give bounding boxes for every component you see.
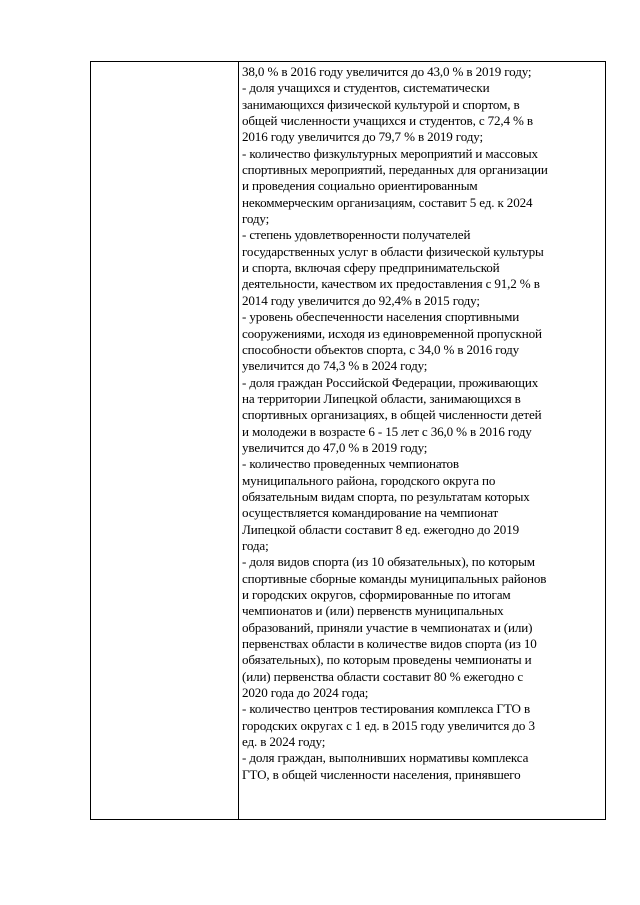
text-line: - доля граждан, выполнивших нормативы комплекса — [242, 750, 529, 766]
text-line: - количество проведенных чемпионатов — [242, 456, 459, 472]
document-table — [90, 61, 606, 820]
text-line: обязательных), по которым проведены чемпионаты и — [242, 652, 532, 668]
text-line: на территории Липецкой области, занимающихся в — [242, 390, 521, 406]
text-line: муниципального района, городского округа по — [242, 472, 496, 488]
text-line: занимающихся физической культурой и спортом, в — [242, 96, 520, 112]
text-line: года; — [242, 537, 269, 553]
text-line: спортивных организациях, в общей численности детей — [242, 407, 542, 423]
text-line: деятельности, качеством их предоставления с 91,2 % в — [242, 276, 540, 292]
text-line: Липецкой области составит 8 ед. ежегодно до 2019 — [242, 521, 519, 537]
text-line: 2020 года до 2024 года; — [242, 685, 369, 701]
text-line: спортивных мероприятий, переданных для организации — [242, 162, 548, 178]
text-line: году; — [242, 211, 270, 227]
text-line: 2014 году увеличится до 92,4% в 2015 году; — [242, 292, 480, 308]
text-line: и молодежи в возрасте 6 - 15 лет с 36,0 % в 2016 году — [242, 423, 532, 439]
text-line: общей численности учащихся и студентов, с 72,4 % в — [242, 113, 533, 129]
text-line: - доля учащихся и студентов, систематически — [242, 80, 490, 96]
text-line: и проведения социально ориентированным — [242, 178, 478, 194]
text-line: некоммерческим организациям, составит 5 ед. к 2024 — [242, 194, 533, 210]
table-right-cell — [239, 62, 605, 819]
text-line: и спорта, включая сферу предпринимательской — [242, 260, 500, 276]
text-line: увеличится до 74,3 % в 2024 году; — [242, 358, 428, 374]
text-line: (или) первенства области составит 80 % ежегодно с — [242, 668, 524, 684]
text-line: - степень удовлетворенности получателей — [242, 227, 471, 243]
text-line: городских округах с 1 ед. в 2015 году увеличится до 3 — [242, 717, 535, 733]
text-line: 2016 году увеличится до 79,7 % в 2019 году; — [242, 129, 483, 145]
text-line: - доля граждан Российской Федерации, проживающих — [242, 374, 539, 390]
text-line: первенствах области в количестве видов спорта (из 10 — [242, 636, 537, 652]
text-line: спортивные сборные команды муниципальных районов — [242, 570, 547, 586]
text-line: - доля видов спорта (из 10 обязательных), по которым — [242, 554, 535, 570]
text-line: обязательным видам спорта, по результатам которых — [242, 488, 530, 504]
text-line: и городских округов, сформированные по итогам — [242, 587, 511, 602]
text-line: осуществляется командирование на чемпионат — [242, 505, 499, 521]
text-line: - уровень обеспеченности населения спортивными — [242, 309, 520, 325]
text-line: государственных услуг в области физической культуры — [242, 243, 544, 259]
text-line: чемпионатов и (или) первенств муниципальных — [242, 603, 504, 619]
text-line: - количество центров тестирования комплекса ГТО в — [242, 701, 530, 717]
table-left-cell — [91, 62, 239, 819]
text-line: 38,0 % в 2016 году увеличится до 43,0 % в 2019 году; — [242, 64, 532, 79]
text-line: способности объектов спорта, с 34,0 % в 2016 году — [242, 341, 520, 357]
text-line: сооружениями, исходя из единовременной пропускной — [242, 325, 542, 341]
text-line: ед. в 2024 году; — [242, 734, 326, 750]
text-line: образований, приняли участие в чемпионатах и (или) — [242, 619, 533, 635]
text-line: - количество физкультурных мероприятий и массовых — [242, 145, 538, 161]
text-line: увеличится до 47,0 % в 2019 году; — [242, 439, 428, 455]
text-line: ГТО, в общей численности населения, принявшего — [242, 766, 521, 782]
